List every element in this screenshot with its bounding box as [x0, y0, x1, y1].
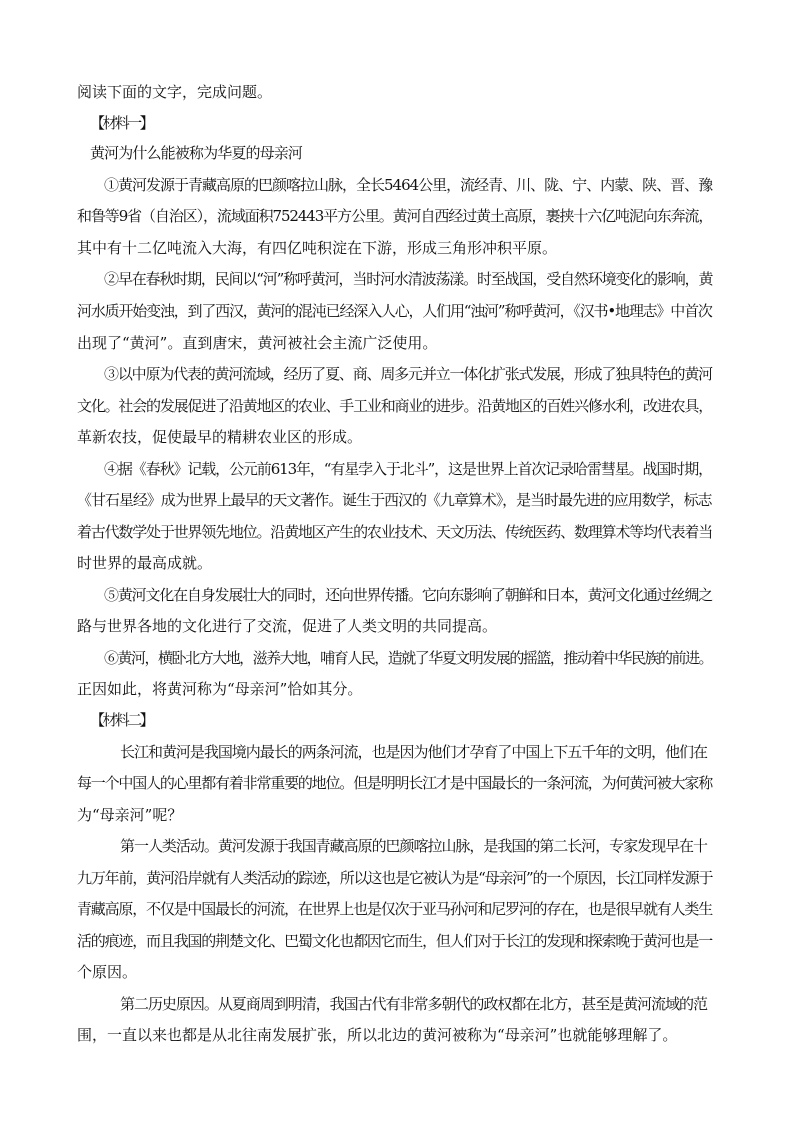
- m2-p3-line1: 第二历史原因。从夏商周到明清，我国古代有非常多朝代的政权都在北方，甚至是黄河流域的范: [120, 995, 708, 1013]
- m1-p1-line1: ①黄河发源于青藏高原的巴颜喀拉山脉，全长5464公里，流经青、川、陇、宁、内蒙、陕、晋、豫: [104, 176, 713, 194]
- m2-p2-line2: 九万年前，黄河沿岸就有人类活动的踪迹，所以这也是它被认为是“母亲河”的一个原因，长江同样发源于: [77, 869, 713, 887]
- m2-p2-line3: 青藏高原，不仅是中国最长的河流，在世界上也是仅次于亚马孙河和尼罗河的存在，也是很早就有人类生: [77, 900, 713, 918]
- m2-p2-line5: 个原因。: [77, 963, 138, 981]
- m1-p3-line1: ③以中原为代表的黄河流域，经历了夏、商、周多元并立一体化扩张式发展，形成了独具特色的黄河: [104, 365, 713, 383]
- m1-p2-line3: 出现了“黄河”。直到唐宋，黄河被社会主流广泛使用。: [77, 334, 438, 352]
- m1-p1-line3: 其中有十二亿吨流入大海，有四亿吨积淀在下游，形成三角形冲积平原。: [77, 239, 558, 257]
- m2-p2-line1: 第一人类活动。黄河发源于我国青藏高原的巴颜喀拉山脉，是我国的第二长河，专家发现早在十: [120, 837, 708, 855]
- m1-p4-line1: ④据《春秋》记载，公元前613年，“有星孛入于北斗”，这是世界上首次记录哈雷彗星。战国时期，: [104, 460, 712, 478]
- m2-p2-line4: 活的痕迹，而且我国的荆楚文化、巴蜀文化也都因它而生，但人们对于长江的发现和探索晚于黄河也是一: [77, 932, 713, 950]
- m1-p2-line2: 河水质开始变浊，到了西汉，黄河的混沌已经深入人心，人们用“浊河”称呼黄河，《汉书•地理志》中首次: [77, 302, 712, 320]
- m1-p4-line4: 时世界的最高成就。: [77, 554, 213, 572]
- m1-p5-line1: ⑤黄河文化在自身发展壮大的同时，还向世界传播。它向东影响了朝鲜和日本，黄河文化通过丝绸之: [104, 586, 713, 604]
- m1-p2-line1: ②早在春秋时期，民间以“河”称呼黄河，当时河水清波荡漾。时至战国，受自然环境变化的影响，黄: [104, 270, 713, 288]
- m1-p4-line3: 着古代数学处于世界领先地位。沿黄地区产生的农业技术、天文历法、传统医药、数理算术等均代表着当: [77, 523, 713, 541]
- m2-p1-line2: 每一个中国人的心里都有着非常重要的地位。但是明明长江才是中国最长的一条河流，为何黄河被大家称: [77, 774, 713, 792]
- m1-p1-line2: 和鲁等9省（自治区），流域面积752443平方公里。黄河自西经过黄土高原，裹挟十六亿吨泥向东奔流，: [77, 207, 713, 225]
- m1-p5-line2: 路与世界各地的文化进行了交流，促进了人类文明的共同提高。: [77, 617, 498, 635]
- m2-p3-line2: 围，一直以来也都是从北往南发展扩张，所以北边的黄河被称为“母亲河”也就能够理解了。: [77, 1026, 678, 1044]
- m1-p6-line2: 正因如此，将黄河称为“母亲河”恰如其分。: [77, 680, 363, 698]
- material1-title: 黄河为什么能被称为华夏的母亲河: [90, 144, 303, 162]
- m2-p1-line3: 为“母亲河”呢？: [77, 806, 183, 824]
- intro-text: 阅读下面的文字，完成问题。: [77, 83, 273, 101]
- m1-p3-line3: 革新农技，促使最早的精耕农业区的形成。: [77, 428, 363, 446]
- m2-p1-line1: 长江和黄河是我国境内最长的两条河流，也是因为他们才孕育了中国上下五千年的文明，他们在: [120, 743, 708, 761]
- material2-heading: 【材料二】: [90, 711, 153, 729]
- m1-p6-line1: ⑥黄河，横卧北方大地，滋养大地，哺育人民，造就了华夏文明发展的摇篮，推动着中华民族的前进。: [104, 649, 713, 667]
- m1-p3-line2: 文化。社会的发展促进了沿黄地区的农业、手工业和商业的进步。沿黄地区的百姓兴修水利，改进农具，: [77, 397, 713, 415]
- m1-p4-line2: 《甘石星经》成为世界上最早的天文著作。诞生于西汉的《九章算术》，是当时最先进的应用数学，标志: [77, 491, 712, 509]
- material1-heading: 【材料一】: [90, 114, 153, 132]
